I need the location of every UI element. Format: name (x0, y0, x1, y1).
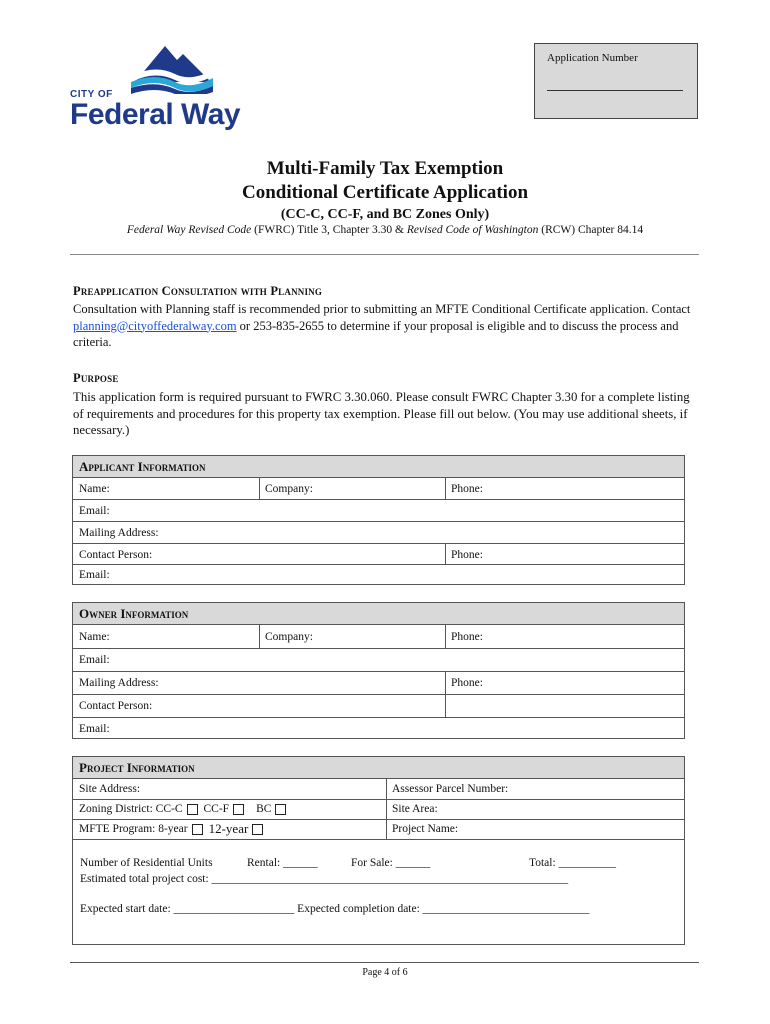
applicant-contact-field[interactable]: Contact Person: (79, 548, 153, 561)
preapp-text-2: or 253-835-2655 to determine if your proposal is eligible and to discuss the process and criteria. (73, 318, 679, 349)
owner-info-header (73, 603, 684, 625)
applicant-phone-field[interactable]: Phone: (451, 482, 483, 495)
divider (445, 478, 446, 499)
site-area-field[interactable]: Site Area: (392, 803, 438, 815)
for-sale-units-field[interactable]: For Sale: ______ (351, 857, 431, 869)
applicant-company-field[interactable]: Company: (265, 482, 313, 495)
application-number-box[interactable] (534, 43, 698, 119)
12-year-checkbox[interactable] (252, 824, 263, 835)
12-year-label: 12-year (208, 821, 249, 836)
project-info-heading: Project Information (79, 760, 195, 775)
divider (70, 254, 699, 255)
total-units-field[interactable]: Total: __________ (529, 857, 617, 869)
title-line-1: Multi-Family Tax Exemption (266, 158, 504, 179)
8-year-checkbox[interactable] (192, 824, 203, 835)
fwrc-name: Federal Way Revised Code (126, 224, 252, 236)
application-number-line (547, 90, 683, 91)
owner-phone-field[interactable]: Phone: (451, 630, 483, 643)
residential-units-label: Number of Residential Units (80, 857, 213, 869)
site-address-field[interactable]: Site Address: (79, 783, 141, 795)
applicant-info-heading: Applicant Information (79, 459, 206, 474)
planning-email-link[interactable]: planning@cityoffederalway.com (73, 318, 237, 333)
divider (259, 478, 260, 499)
preapp-text-1: Consultation with Planning staff is recommended prior to submitting an MFTE Conditional Certificate application. Contact (73, 302, 691, 316)
purpose-text: This application form is required pursuant to FWRC 3.30.060. Please consult FWRC Chapter 3.30 for a complete listing of requirements and procedures for this property tax exemption. Please fill out below. (You may use additional sheets, if necessary.) (73, 390, 690, 437)
applicant-info-table (72, 455, 685, 585)
rcw-name: Revised Code of Washington (406, 224, 539, 236)
owner-info-heading: Owner Information (79, 606, 189, 621)
applicant-name-field[interactable]: Name: (79, 482, 110, 495)
logo-city-of: CITY OF (70, 89, 113, 100)
purpose-heading: Purpose (73, 371, 119, 385)
mfte-program-row (73, 819, 386, 839)
applicant-mailing-field[interactable]: Mailing Address: (79, 526, 159, 539)
ref-part-2: (RCW) Chapter 84.14 (538, 224, 644, 236)
project-name-field[interactable]: Project Name: (392, 823, 459, 835)
owner-name-field[interactable]: Name: (79, 630, 110, 643)
cc-f-label: CC-F (203, 803, 230, 815)
ref-part-1: (FWRC) Title 3, Chapter 3.30 & (251, 224, 407, 236)
expected-dates-field[interactable]: Expected start date: _____________________ Expected completion date: _____________________________ (80, 903, 590, 915)
cc-c-checkbox[interactable] (187, 804, 198, 815)
applicant-phone2-field[interactable]: Phone: (451, 548, 483, 561)
footer-divider (70, 962, 699, 963)
zoning-label: Zoning District: CC-C (79, 803, 183, 815)
logo-name: Federal Way (70, 98, 241, 131)
code-reference (0, 224, 770, 236)
owner-email-field[interactable]: Email: (79, 654, 110, 666)
owner-company-field[interactable]: Company: (265, 630, 313, 643)
applicant-info-header (73, 456, 684, 478)
preapp-heading: Preapplication Consultation with Planning (73, 284, 323, 298)
title-line-2: Conditional Certificate Application (241, 182, 529, 203)
estimated-cost-field[interactable]: Estimated total project cost: ______________________________________________________________ (80, 873, 569, 885)
page-number: Page 4 of 6 (362, 967, 408, 978)
mountain-wave-icon (125, 42, 215, 94)
owner-mailing-field[interactable]: Mailing Address: (79, 677, 159, 689)
mfte-label: MFTE Program: 8-year (79, 823, 188, 835)
cc-f-checkbox[interactable] (233, 804, 244, 815)
rental-units-field[interactable]: Rental: ______ (247, 857, 318, 869)
owner-phone2-field[interactable]: Phone: (451, 677, 483, 689)
bc-checkbox[interactable] (275, 804, 286, 815)
application-number-label: Application Number (547, 52, 638, 64)
owner-email2-field[interactable]: Email: (79, 722, 110, 735)
zoning-district-row (73, 799, 386, 819)
project-info-table (72, 756, 685, 945)
parcel-number-field[interactable]: Assessor Parcel Number: (392, 783, 509, 795)
owner-contact-field[interactable]: Contact Person: (79, 700, 153, 712)
preapp-text (73, 301, 698, 351)
divider (73, 839, 684, 840)
bc-label: BC (256, 803, 272, 815)
applicant-email-field[interactable]: Email: (79, 504, 110, 517)
title-line-3: (CC-C, CC-F, and BC Zones Only) (280, 207, 490, 222)
divider (445, 625, 446, 648)
applicant-email2-field[interactable]: Email: (79, 569, 110, 581)
city-logo (70, 42, 250, 137)
divider (259, 625, 260, 648)
project-info-header (73, 757, 684, 779)
owner-info-table (72, 602, 685, 739)
